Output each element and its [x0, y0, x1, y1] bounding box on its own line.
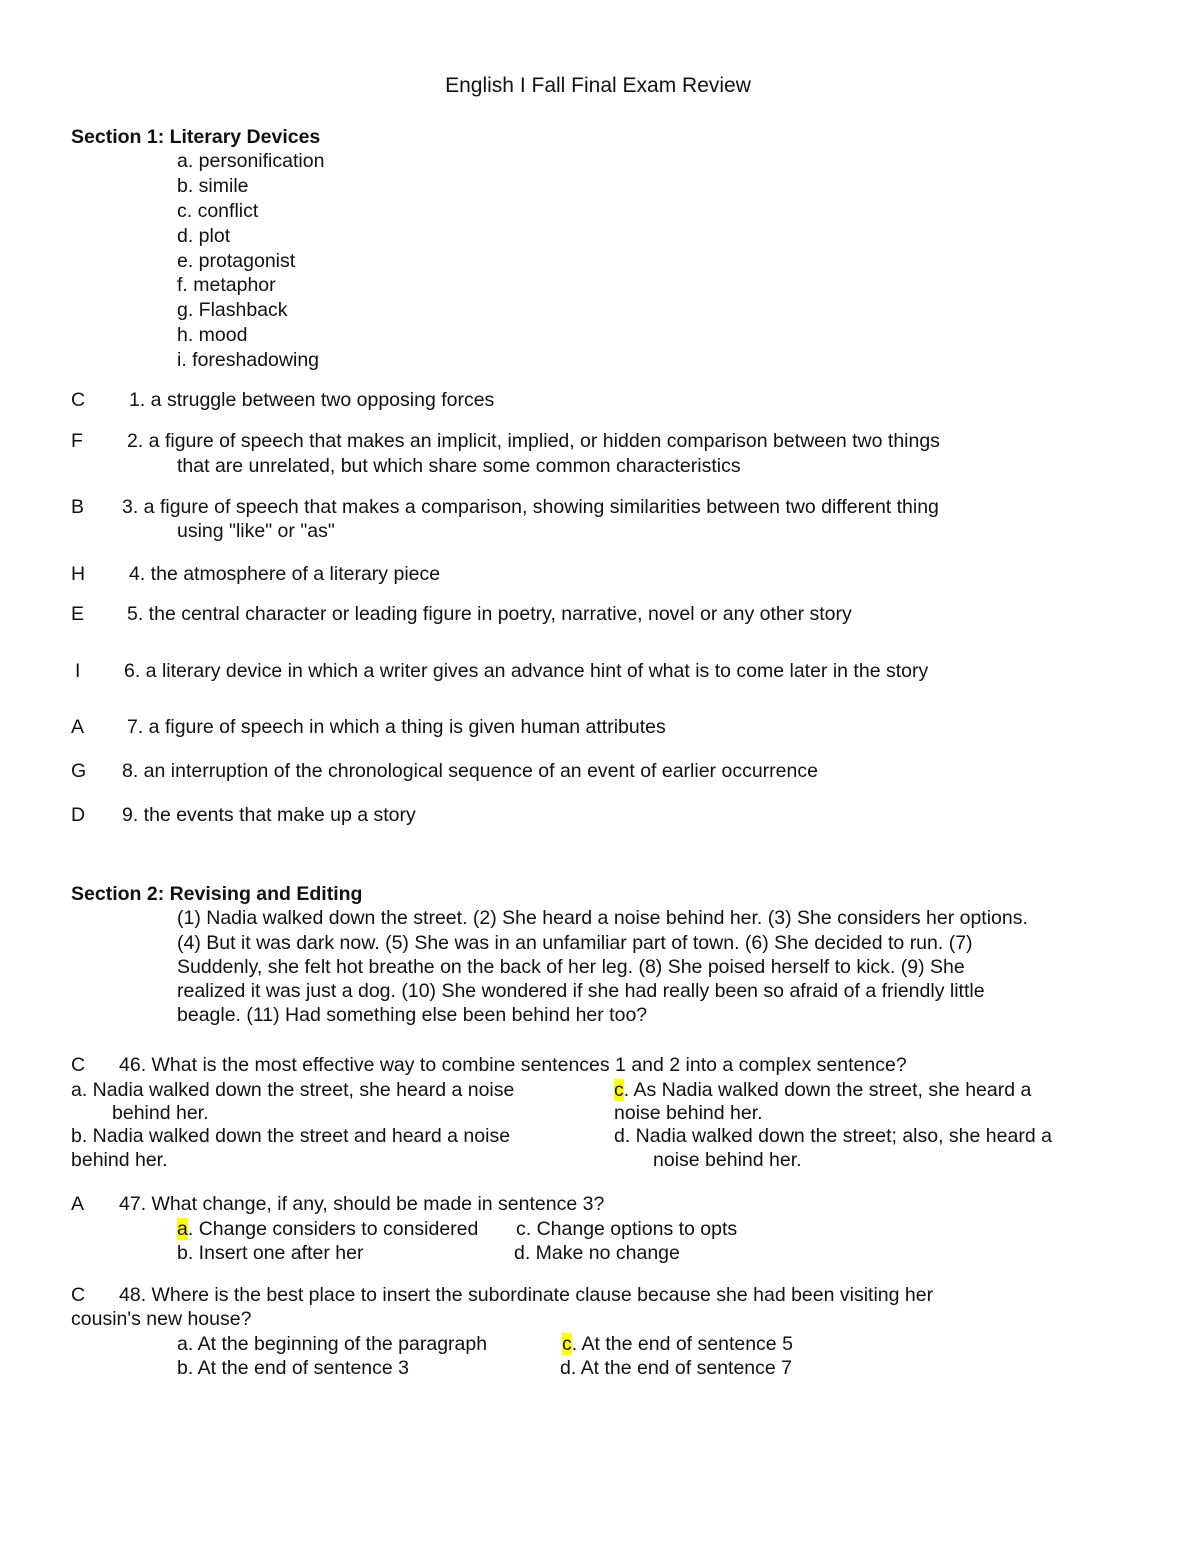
option-d: d. Nadia walked down the street; also, she heard a [614, 1125, 1052, 1147]
question-text: 1. a struggle between two opposing forces [129, 389, 495, 411]
question-text-cont: using "like" or "as" [177, 520, 335, 542]
question-text-cont: cousin's new house? [71, 1308, 252, 1330]
option-a: a. Nadia walked down the street, she heard a noise [71, 1079, 515, 1101]
option-b: b. Insert one after her [177, 1242, 364, 1264]
question-text: 6. a literary device in which a writer gives an advance hint of what is to come later in the story [124, 660, 929, 682]
answer-letter: C [71, 1284, 86, 1306]
term-item: i. foreshadowing [177, 349, 320, 371]
question-text: 9. the events that make up a story [122, 804, 416, 826]
answer-letter: A [71, 1193, 85, 1215]
question-text: 8. an interruption of the chronological sequence of an event of earlier occurrence [122, 760, 818, 782]
question-text: 4. the atmosphere of a literary piece [129, 563, 441, 585]
question-text: 3. a figure of speech that makes a comparison, showing similarities between two different thing [122, 496, 939, 518]
answer-letter: A [71, 716, 85, 738]
answer-letter: G [71, 760, 87, 782]
option-a: a. At the beginning of the paragraph [177, 1333, 488, 1355]
question-text-cont: that are unrelated, but which share some common characteristics [177, 455, 741, 477]
passage-line: Suddenly, she felt hot breathe on the back of her leg. (8) She poised herself to kick. (9) She [177, 956, 965, 978]
passage-line: (1) Nadia walked down the street. (2) She heard a noise behind her. (3) She considers her options. [177, 907, 1028, 929]
answer-highlight: c [614, 1079, 624, 1101]
term-item: g. Flashback [177, 299, 288, 321]
answer-letter: D [71, 804, 86, 826]
answer-letter: C [71, 389, 86, 411]
term-item: f. metaphor [177, 274, 276, 296]
answer-highlight: a [177, 1218, 188, 1240]
answer-letter: F [71, 430, 83, 452]
term-item: c. conflict [177, 200, 259, 222]
section2-heading: Section 2: Revising and Editing [71, 883, 363, 905]
answer-letter: H [71, 563, 86, 585]
option-b: b. Nadia walked down the street and heard a noise [71, 1125, 511, 1147]
option-a-cont: behind her. [112, 1102, 209, 1124]
question-text: 46. What is the most effective way to combine sentences 1 and 2 into a complex sentence? [119, 1054, 907, 1076]
passage-line: beagle. (11) Had something else been behind her too? [177, 1004, 648, 1026]
option-d: d. At the end of sentence 7 [560, 1357, 793, 1379]
option-c [614, 1081, 1031, 1101]
option-b-cont: behind her. [71, 1149, 168, 1171]
option-c-text: . As Nadia walked down the street, she heard a [623, 1079, 1032, 1101]
answer-letter: C [71, 1054, 86, 1076]
question-text: 48. Where is the best place to insert the subordinate clause because she had been visiting her [119, 1284, 934, 1306]
option-d: d. Make no change [514, 1242, 680, 1264]
option-b: b. At the end of sentence 3 [177, 1357, 410, 1379]
term-item: a. personification [177, 150, 325, 172]
passage-line: realized it was just a dog. (10) She wondered if she had really been so afraid of a friendly little [177, 980, 985, 1002]
question-text: 2. a figure of speech that makes an implicit, implied, or hidden comparison between two things [127, 430, 940, 452]
option-c-cont: noise behind her. [614, 1102, 763, 1124]
answer-letter: E [71, 603, 85, 625]
option-d-cont: noise behind her. [653, 1149, 802, 1171]
option-c-text: . At the end of sentence 5 [571, 1333, 793, 1355]
question-text: 7. a figure of speech in which a thing is given human attributes [127, 716, 666, 738]
option-a [177, 1220, 478, 1240]
option-c [562, 1335, 793, 1355]
answer-letter: B [71, 496, 85, 518]
option-c: c. Change options to opts [516, 1218, 738, 1240]
term-item: e. protagonist [177, 250, 296, 272]
page-title: English I Fall Final Exam Review [445, 74, 751, 97]
option-a-text: . Change considers to considered [187, 1218, 479, 1240]
term-item: d. plot [177, 225, 231, 247]
answer-letter: I [75, 660, 81, 682]
question-text: 47. What change, if any, should be made in sentence 3? [119, 1193, 605, 1215]
answer-highlight: c [562, 1333, 572, 1355]
question-text: 5. the central character or leading figure in poetry, narrative, novel or any other story [127, 603, 852, 625]
section1-heading: Section 1: Literary Devices [71, 126, 321, 148]
term-item: h. mood [177, 324, 248, 346]
term-item: b. simile [177, 175, 249, 197]
passage-line: (4) But it was dark now. (5) She was in an unfamiliar part of town. (6) She decided to run. (7) [177, 932, 973, 954]
